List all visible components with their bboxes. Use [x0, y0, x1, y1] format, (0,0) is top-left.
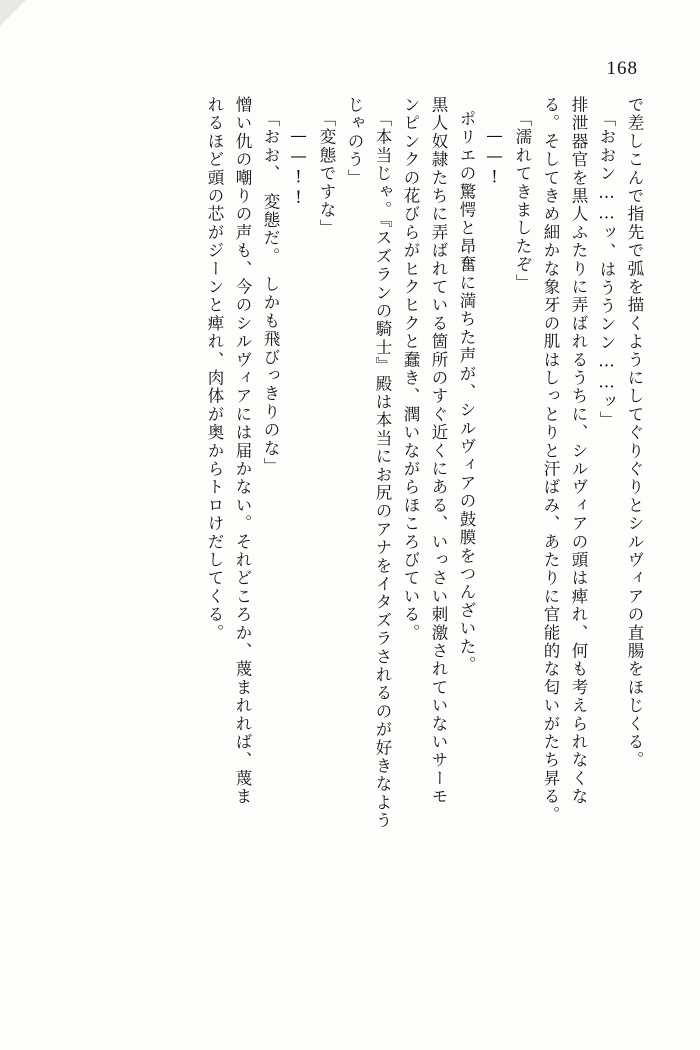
text-line: ポリエの驚愕と昂奮に満ちた声が、シルヴィアの鼓膜をつんざいた。: [457, 110, 476, 675]
text-line: で差しこんで指先で弧を描くようにしてぐりぐりとシルヴィアの直腸をほじくる。: [625, 96, 644, 770]
text-line: 「濡れてきましたぞ」: [513, 110, 532, 292]
text-line: じゃのう」: [345, 96, 364, 187]
text-line: 憎い仇の嘲りの声も、今のシルヴィアには届かない。それどころか、蔑まれれば、蔑ま: [233, 96, 252, 806]
text-line: れるほど頭の芯がジーンと痺れ、肉体が奥からトロけだしてくる。: [205, 96, 224, 642]
text-line: 「本当じゃ。『スズランの騎士』殿は本当にお尻のアナをイタズラされるのが好きなよう: [373, 110, 392, 830]
text-line: ——!: [485, 126, 504, 189]
page-number: 168: [606, 58, 638, 79]
text-line: 黒人奴隷たちに弄ばれている箇所のすぐ近くにある、いっさい刺激されていないサーモ: [429, 96, 448, 806]
text-line: 排泄器官を黒人ふたりに弄ばれるうちに、シルヴィアの頭は痺れ、何も考えられなくな: [569, 96, 588, 806]
vertical-text-block: [62, 96, 642, 980]
text-line: 「おおン……ッ、はううンン……ッ」: [597, 110, 616, 430]
page-corner-fold: [0, 0, 26, 26]
text-line: ンピンクの花びらがヒクヒクと蠢き、潤いながらほころびている。: [401, 96, 420, 642]
text-line: 「変態ですな」: [317, 110, 336, 238]
text-line: 「おお、 変態だ。 しかも飛びっきりのな」: [261, 110, 280, 476]
text-line: ——!!: [289, 126, 308, 209]
text-line: る。そしてきめ細かな象牙の肌はしっとりと汗ばみ、あたりに官能的な匂いがたち昇る。: [541, 96, 560, 824]
